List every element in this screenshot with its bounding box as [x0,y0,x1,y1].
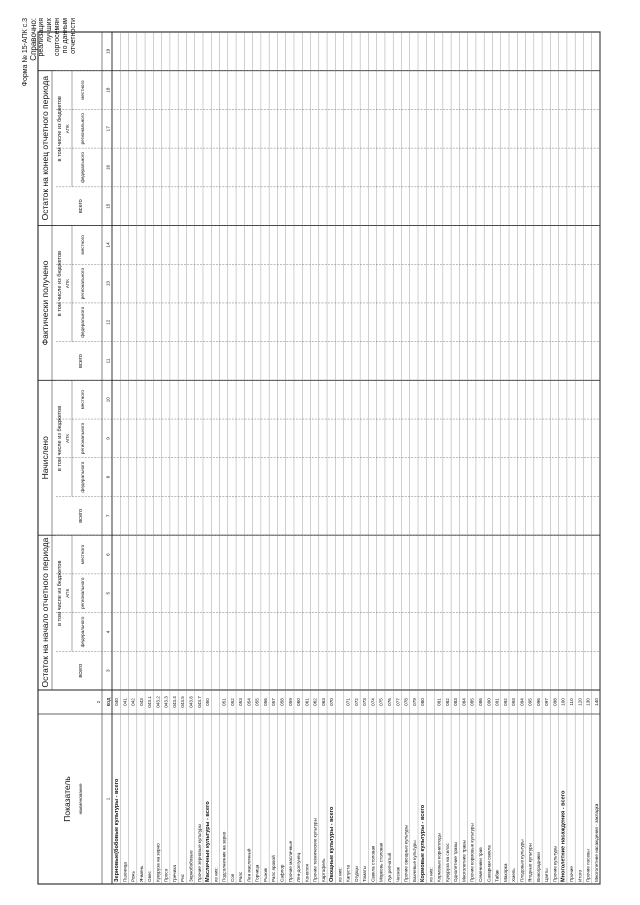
row-code: 085 [469,698,475,706]
form-code: Форма № 15-АПК с.3 [22,18,29,87]
row-label: Ягодные культуры [527,843,533,882]
total-header: всего [78,354,84,368]
row-code: 076 [387,698,393,706]
row-label: Картофель [320,858,326,882]
row-label: Ячмень [138,865,144,882]
form-code-block [22,18,78,98]
form-table [20,12,620,892]
row-code: 084 [461,698,467,706]
row-code: 094 [519,698,525,706]
row-label: Семенники трав [478,847,484,882]
row-label: Пшеница [122,862,128,882]
row-code: 061 [304,698,310,706]
row-code: 041 [122,698,128,706]
row-label: Огурцы [353,866,359,882]
row-label: Многолетние насаждения - всего [560,790,567,882]
row-code: 043.4 [171,696,177,708]
column-number: 7 [105,514,111,518]
row-label: Прочие посевы [585,849,591,882]
row-code: 060 [296,698,302,706]
group-title: Начислено [40,436,50,480]
row-code: 063 [320,698,326,706]
budget-column-header: федерального [80,461,85,493]
row-label: Прочие [568,866,574,882]
row-label: Рис [180,874,186,882]
rotated-form-sheet [20,12,620,892]
row-label: Кукуруза на зерно [155,843,161,882]
budget-subnote: АПК [65,433,70,443]
row-code: 110 [568,698,574,706]
row-code: 043.5 [180,696,186,708]
column-number: 13 [105,281,111,287]
row-label: Прочие зерновые культуры [196,823,202,882]
group-title: Остаток на начало отчетного периода [40,537,50,688]
row-code: 043.6 [188,696,194,708]
row-code: 056 [262,698,268,706]
code-header: код [106,697,112,707]
budget-column-header: регионального [80,267,85,300]
row-label: Гречиха [171,865,177,882]
row-label: Итого [577,869,583,882]
row-label: Чеснок [395,866,401,882]
row-label: Зернобобовые [188,850,194,882]
row-code: 091 [494,698,500,706]
row-label: Сафлор [279,864,285,882]
row-code: 043.7 [196,696,202,708]
column-number: 15 [105,203,111,209]
row-label: Прочие масличные [287,840,293,882]
row-label: Просо [163,868,169,882]
row-label: Плодовые культуры [519,839,525,882]
row-code: 074 [370,698,376,706]
row-code: 130 [585,698,591,706]
row-label: Горчица [254,864,260,882]
total-header: всего [78,199,84,214]
budget-column-header: местного [80,235,85,255]
row-code: 071 [345,698,351,706]
table-grid [38,32,600,884]
row-label: Прочие технические культуры [312,818,318,882]
total-header: всего [78,663,84,678]
indicator-header: Показатель [62,776,72,822]
row-code: 055 [254,698,260,706]
row-label: Махорка [502,863,508,882]
budget-subnote: АПК [65,588,70,598]
row-code: 052 [229,698,235,706]
row-code: 093 [511,698,517,706]
row-label: Хмель [511,868,517,882]
reference-line: сортосемян [54,18,61,57]
budget-column-header: федерального [80,616,85,648]
row-code: 092 [502,698,508,706]
row-label: Прочие культуры [552,845,558,882]
row-label: Конопля [304,864,310,882]
row-label: Однолетние травы [453,841,459,882]
column-number: 5 [105,591,111,595]
budget-subnote: АПК [65,124,70,134]
budget-column-header: регионального [80,577,85,609]
row-label: Свекла столовая [370,845,376,882]
row-code: 072 [353,698,359,706]
row-label: Овес [147,871,153,882]
row-code: 082 [444,698,450,706]
row-code: 079 [411,698,417,706]
row-code: 096 [535,698,541,706]
row-label: Лен-долгунец [296,852,302,882]
row-label: Овощные культуры - всего [329,806,336,882]
row-code: 090 [486,698,492,706]
row-label: Прочие кормовые культуры [469,823,475,882]
column-number: 8 [105,475,111,479]
budget-subheader: в том числе из бюджетов [57,405,63,472]
row-code: 043 [138,698,144,706]
row-label: из них: [428,867,434,882]
budget-column-header: местного [80,544,85,565]
row-label: Виноградники [535,852,541,882]
row-label: Рапс яровой [271,855,277,882]
row-code: 083 [453,698,459,706]
column-number: 12 [105,319,111,325]
table-frame [38,32,600,884]
reference-line: лучших [46,18,53,43]
row-code: 095 [527,698,533,706]
row-code: 062 [312,698,318,706]
row-label: Капуста [345,865,351,882]
column-number: 4 [105,630,111,634]
row-label: Зерновые(бобовые культуры - всего [114,778,121,882]
budget-column-header: федерального [80,152,85,183]
row-code: 077 [395,698,401,706]
row-code: 040 [114,698,120,706]
row-label: Рыжик [262,867,268,882]
budget-subheader: в том числе из бюджетов [57,250,63,317]
row-label: Соя [229,873,235,882]
row-label: Многолетние насаждения - закладка [593,803,599,882]
row-label: Морковь столовая [378,842,384,882]
row-code: 054 [246,698,252,706]
column-number: 10 [105,397,111,403]
row-code: 140 [593,698,599,706]
row-code: 097 [544,698,550,706]
row-label: Прочие овощные культуры [403,824,409,882]
budget-subnote: АПК [65,279,70,289]
row-label: Лук репчатый [387,852,393,882]
budget-column-header: регионального [80,422,85,455]
row-code: 078 [403,698,409,706]
table-header [40,48,112,821]
row-label: Рапс [238,871,244,882]
row-label: Сахарная свекла [486,845,492,882]
column-number: 17 [105,126,111,132]
row-label: Бахчевые культуры [411,840,417,882]
row-label: Лен масличный [246,848,252,882]
row-code: 098 [552,698,558,706]
budget-subheader: в том числе из бюджетов [57,560,63,626]
row-code: 120 [577,698,583,706]
row-code: 043.2 [155,696,161,708]
row-label: Масличные культуры - всего [205,801,212,882]
row-code: 058 [279,698,285,706]
reference-line: по данным [62,18,69,54]
column-number: 11 [105,358,111,364]
reference-line: отчетности [70,18,77,54]
column-number: 14 [105,242,111,248]
row-code: 086 [478,698,484,706]
row-label: из них: [213,867,219,882]
column-number: 18 [105,87,111,93]
column-number: 2 [96,700,101,704]
row-label: Кормовые корнеплоды [436,833,442,882]
table-body [113,696,599,882]
group-title: Фактически получено [40,260,50,346]
budget-subheader: в том числе из бюджетов [57,96,63,162]
reference-title: Справочно: [29,18,38,61]
row-code: 053 [238,698,244,706]
row-code: 070 [329,698,335,706]
column-number: 19 [105,48,111,54]
row-label: Кукуруза на силос [444,843,450,882]
column-number: 3 [105,669,111,672]
row-label: Табак [494,869,500,882]
row-code: 057 [271,698,277,706]
group-title: Остаток на конец отчетного периода [40,75,50,221]
row-code: 042 [130,698,136,706]
row-code: 100 [560,698,566,706]
row-code: 075 [378,698,384,706]
indicator-subheader: наименование [78,783,83,815]
row-label: из них: [337,867,343,882]
row-code: 050 [205,698,211,706]
column-number: 16 [105,164,111,171]
row-code: 043.1 [147,696,153,708]
total-header: всего [78,508,84,523]
budget-column-header: регионального [80,113,85,145]
row-code: 043.3 [163,696,169,708]
budget-column-header: местного [80,390,85,410]
row-code: 073 [362,698,368,706]
column-number: 1 [105,797,111,801]
column-number: 6 [105,553,111,556]
row-label: Цветы [544,868,550,882]
row-label: Многолетние травы [461,839,467,882]
reference-line: реализация [38,18,45,57]
column-number: 9 [105,437,111,440]
row-label: Подсолнечник на зерно [221,831,227,882]
row-code: 080 [420,698,426,706]
budget-column-header: федерального [80,306,85,338]
row-code: 051 [221,698,227,706]
row-code: 081 [436,698,442,706]
row-label: Рожь [130,871,136,882]
row-code: 059 [287,698,293,706]
budget-column-header: местного [80,80,85,100]
row-label: Кормовые культуры - всего [420,804,427,882]
row-label: Томаты [362,865,368,882]
